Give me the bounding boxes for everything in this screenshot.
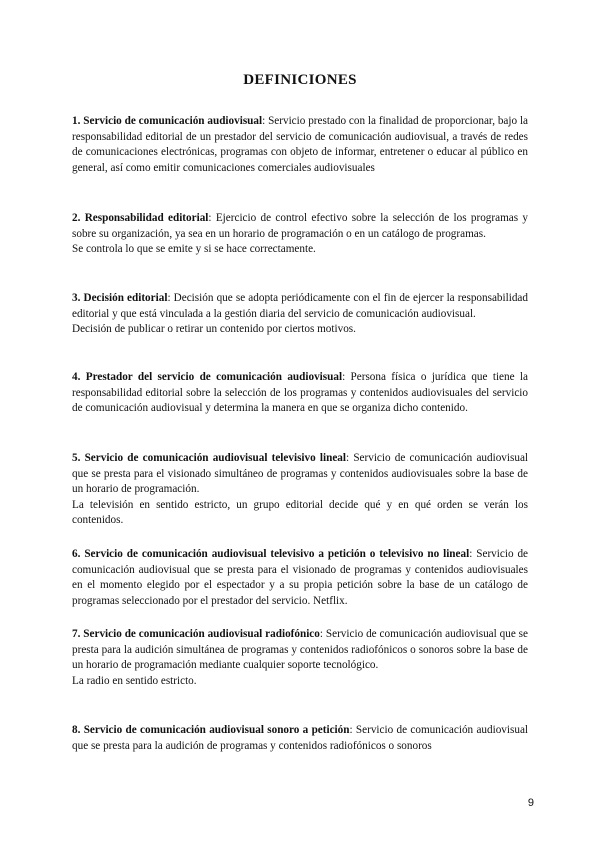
page-number: 9 bbox=[527, 797, 534, 809]
definition-body: 1. Servicio de comunicación audiovisual: Servicio prestado con la finalidad de proporcionar, bajo la responsabilidad editorial de un prestador del servicio de comunicación audiovisual, a través de redes de comunicaciones electrónicas, programas con objeto de informar, entretener o educar al público en general, así como emitir comunicaciones comerciales audiovisuales bbox=[72, 115, 529, 174]
definition-note: La televisión en sentido estricto, un grupo editorial decide qué y en qué orden se verán los contenidos. bbox=[72, 498, 528, 527]
definition-4 bbox=[72, 370, 528, 417]
definition-text: Servicio de comunicación audiovisual que se presta para el visionado simultáneo de programas y contenidos audiovisuales sobre la base de un horario de programación. bbox=[72, 452, 529, 496]
definition-body: 7. Servicio de comunicación audiovisual radiofónico: Servicio de comunicación audiovisual que se presta para la audición simultánea de programas y contenidos radiofónicos o sonoros sobre la base de un horario de programación mediante cualquier soporte tecnológico. bbox=[72, 628, 528, 672]
definition-term: 5. Servicio de comunicación audiovisual televisivo lineal bbox=[72, 452, 347, 464]
definition-term: 6. Servicio de comunicación audiovisual televisivo a petición o televisivo no lineal bbox=[72, 548, 470, 560]
definition-text: Persona física o jurídica que tiene la responsabilidad editorial sobre la selección de los programas y contenidos audiovisuales del servicio de comunicación audiovisual y determina la manera en que se organiza dicho contenido. bbox=[72, 371, 529, 415]
definition-body: 6. Servicio de comunicación audiovisual televisivo a petición o televisivo no lineal: Servicio de comunicación audiovisual que se presta para el visionado de programas y contenidos audiovisuales en el momento elegido por el espectador y a su propia petición sobre la base de un catálogo de programas seleccionado por el prestador del servicio. Netflix. bbox=[72, 548, 529, 607]
definition-note: Decisión de publicar o retirar un contenido por ciertos motivos. bbox=[72, 323, 356, 336]
definition-note: Se controla lo que se emite y si se hace correctamente. bbox=[72, 243, 316, 256]
definition-text: Decisión que se adopta periódicamente con el fin de ejercer la responsabilidad editorial y que está vinculada a la gestión diaria del servicio de comunicación audiovisual. bbox=[72, 292, 528, 320]
definition-text: Servicio prestado con la finalidad de proporcionar, bajo la responsabilidad editorial de un prestador del servicio de comunicación audiovisual, a través de redes de comunicaciones electrónicas, programas con objeto de informar, entretener o educar al público en general, así como emitir comunicaciones comerciales audiovisuales bbox=[72, 115, 529, 174]
definition-note: La radio en sentido estricto. bbox=[72, 674, 197, 687]
definition-5 bbox=[72, 451, 528, 529]
definition-body: 2. Responsabilidad editorial: Ejercicio de control efectivo sobre la selección de los programas y sobre su organización, ya sea en un horario de programación o en un catálogo de programas. bbox=[72, 212, 529, 240]
definition-body: 8. Servicio de comunicación audiovisual sonoro a petición: Servicio de comunicación audiovisual que se presta para la audición de programas y contenidos radiofónicos o sonoros bbox=[72, 724, 529, 752]
definition-text: Servicio de comunicación audiovisual que se presta para el visionado de programas y contenidos audiovisuales en el momento elegido por el espectador y a su propia petición sobre la base de un catálogo de programas seleccionado por el prestador del servicio. Netflix. bbox=[72, 548, 529, 607]
definition-body: 4. Prestador del servicio de comunicación audiovisual: Persona física o jurídica que tiene la responsabilidad editorial sobre la selección de los programas y contenidos audiovisuales del servicio de comunicación audiovisual y determina la manera en que se organiza dicho contenido. bbox=[72, 371, 529, 415]
definition-body: 5. Servicio de comunicación audiovisual televisivo lineal: Servicio de comunicación audiovisual que se presta para el visionado simultáneo de programas y contenidos audiovisuales sobre la base de un horario de programación. bbox=[72, 452, 529, 496]
definition-term: 7. Servicio de comunicación audiovisual radiofónico bbox=[72, 628, 320, 640]
definition-2 bbox=[72, 211, 528, 258]
definition-text: Servicio de comunicación audiovisual que se presta para la audición de programas y contenidos radiofónicos o sonoros bbox=[72, 724, 529, 752]
definition-1 bbox=[72, 114, 528, 176]
definition-7 bbox=[72, 627, 528, 689]
definition-term: 3. Decisión editorial bbox=[72, 292, 168, 304]
definition-term: 4. Prestador del servicio de comunicación audiovisual bbox=[72, 371, 343, 383]
definition-term: 8. Servicio de comunicación audiovisual sonoro a petición bbox=[72, 724, 350, 736]
definition-8 bbox=[72, 723, 528, 754]
definition-term: 1. Servicio de comunicación audiovisual bbox=[72, 115, 263, 127]
definition-body: 3. Decisión editorial: Decisión que se adopta periódicamente con el fin de ejercer la responsabilidad editorial y que está vinculada a la gestión diaria del servicio de comunicación audiovisual. bbox=[72, 292, 528, 320]
definition-6 bbox=[72, 547, 528, 609]
definition-text: Ejercicio de control efectivo sobre la selección de los programas y sobre su organización, ya sea en un horario de programación o en un catálogo de programas. bbox=[72, 212, 529, 240]
definition-3 bbox=[72, 291, 528, 338]
definition-term: 2. Responsabilidad editorial bbox=[72, 212, 209, 224]
page-title: DEFINICIONES bbox=[243, 72, 357, 88]
definition-text: Servicio de comunicación audiovisual que se presta para la audición simultánea de programas y contenidos radiofónicos o sonoros sobre la base de un horario de programación mediante cualquier soporte tecnológico. bbox=[72, 628, 528, 672]
